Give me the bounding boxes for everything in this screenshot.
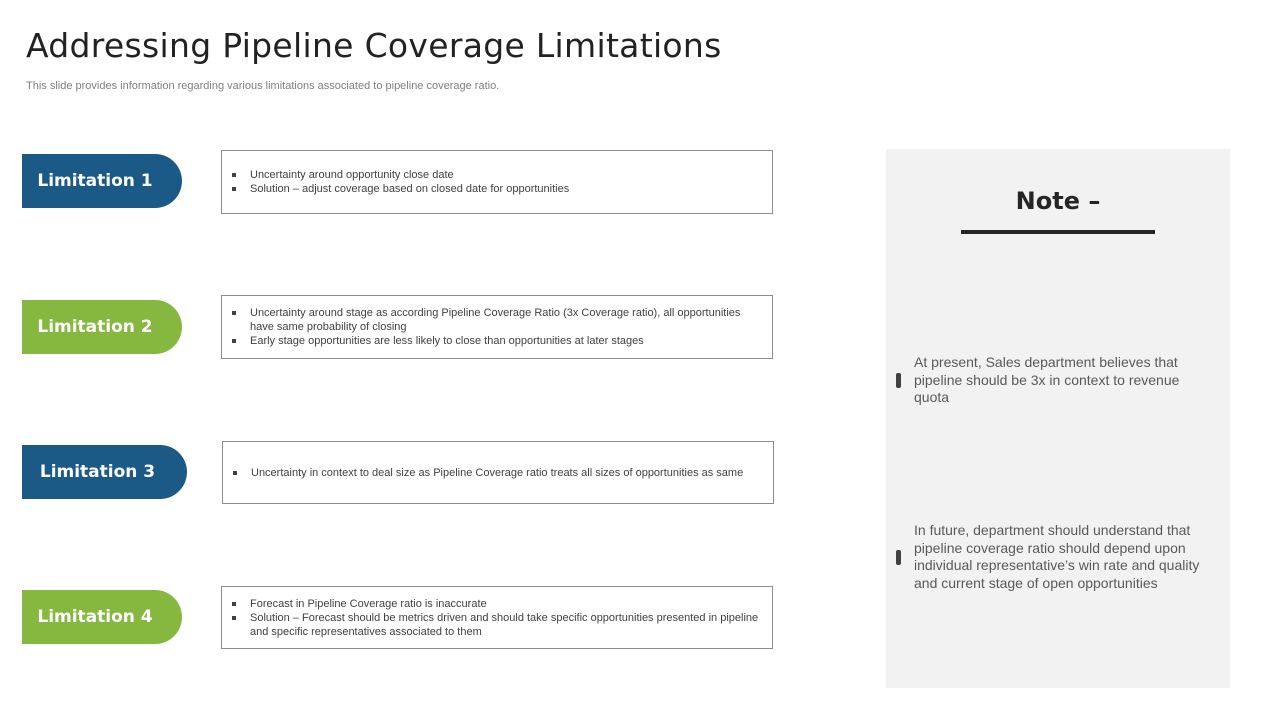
limitation-1-label: Limitation 1 <box>22 154 182 208</box>
bullet-item: Solution – adjust coverage based on closed date for opportunities <box>232 182 760 196</box>
note-item-future <box>896 522 1214 592</box>
limitation-3-bullets <box>233 466 761 480</box>
bullet-item: Uncertainty around stage as according Pipeline Coverage Ratio (3x Coverage ratio), all opportunities have same probability of closing <box>232 306 760 334</box>
limitation-2-label: Limitation 2 <box>22 300 182 354</box>
note-title: Note – <box>1015 187 1101 215</box>
note-text: At present, Sales department believes that pipeline should be 3x in context to revenue quota <box>914 354 1180 405</box>
note-bullet-bar <box>896 373 901 388</box>
note-panel <box>886 149 1230 688</box>
bullet-item: Early stage opportunities are less likely to close than opportunities at later stages <box>232 334 760 348</box>
bullet-item: Uncertainty around opportunity close date <box>232 168 760 182</box>
limitation-4-label: Limitation 4 <box>22 590 182 644</box>
note-text: In future, department should understand that pipeline coverage ratio should depend upon individual representative’s win rate and quality and current stage of open opportunities <box>914 522 1200 591</box>
limitation-4-box <box>221 586 773 649</box>
bullet-item: Forecast in Pipeline Coverage ratio is inaccurate <box>232 597 760 611</box>
limitation-3-box <box>222 441 774 504</box>
limitation-4-bullets <box>232 597 760 639</box>
bullet-item: Solution – Forecast should be metrics driven and should take specific opportunities presented in pipeline and specific representatives associated to them <box>232 611 760 639</box>
note-divider <box>961 230 1155 234</box>
bullet-item: Uncertainty in context to deal size as Pipeline Coverage ratio treats all sizes of opportunities as same <box>233 466 761 480</box>
limitation-2-box <box>221 295 773 359</box>
limitation-1-box <box>221 150 773 214</box>
limitation-1-bullets <box>232 168 760 196</box>
slide-title: Addressing Pipeline Coverage Limitations <box>26 26 722 65</box>
note-bullet-bar <box>896 550 901 565</box>
slide-subtitle: This slide provides information regarding various limitations associated to pipeline coverage ratio. <box>26 80 500 92</box>
note-item-present <box>896 354 1214 407</box>
limitation-2-bullets <box>232 306 760 348</box>
limitation-3-label: Limitation 3 <box>22 445 187 499</box>
